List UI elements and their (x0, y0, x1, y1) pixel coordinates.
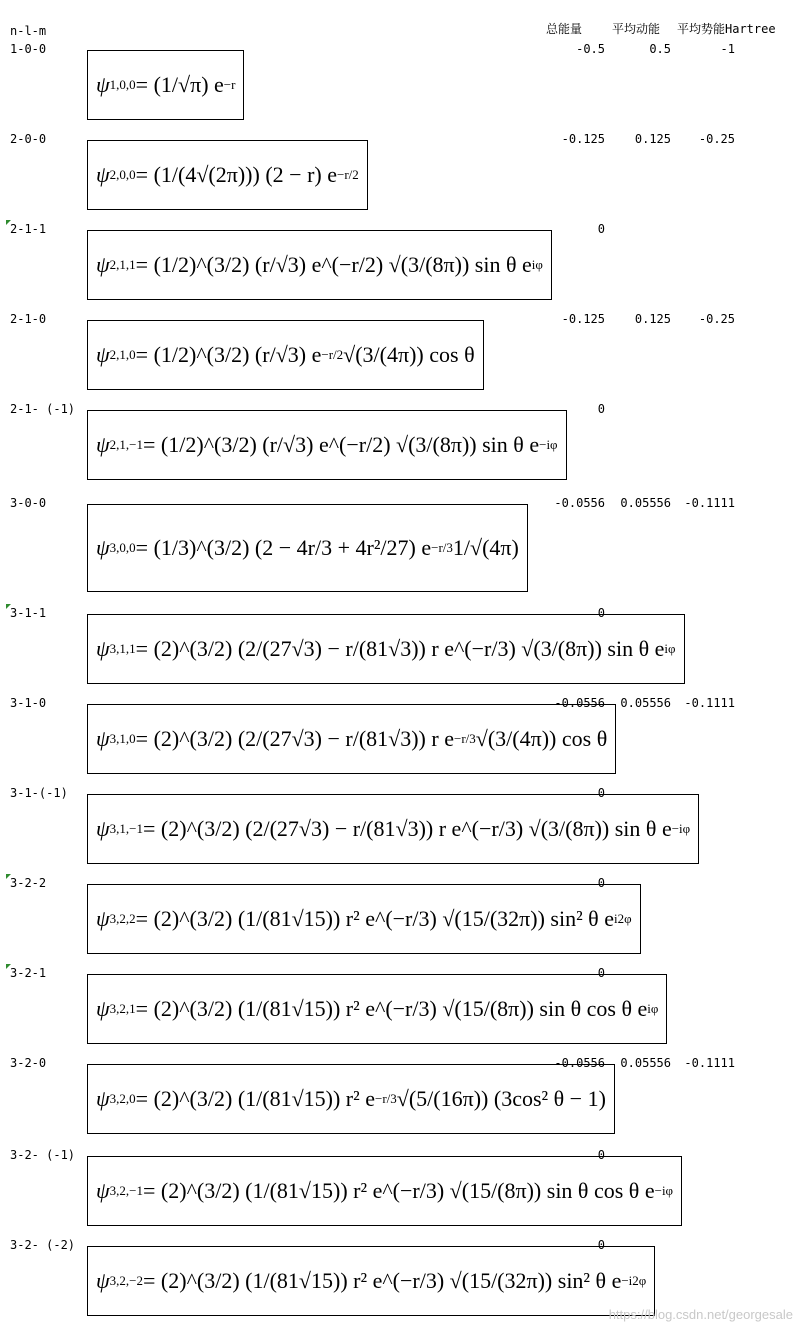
formula-body: = (1/2)^(3/2) (r/√3) e^(−r/2) √(3/(8π)) sin θ e (143, 432, 540, 457)
formula-tail: √(3/(4π)) cos θ (475, 726, 608, 751)
psi-symbol: ψ (96, 1268, 110, 1293)
formula-exponent: −iφ (539, 437, 558, 452)
avg-potential-value: -0.1111 (684, 496, 735, 510)
wavefunction-formula (87, 1246, 655, 1316)
total-energy-value: -0.125 (561, 312, 605, 326)
table-row (0, 786, 801, 862)
formula-tail: √(5/(16π)) (3cos² θ − 1) (396, 1086, 606, 1111)
table-row (0, 312, 801, 388)
wavefunction-formula (87, 140, 368, 210)
avg-kinetic-value: 0.125 (634, 312, 671, 326)
total-energy-value: 0 (597, 966, 605, 980)
formula-body: = (1/2)^(3/2) (r/√3) e^(−r/2) √(3/(8π)) sin θ e (135, 252, 532, 277)
formula-body: = (2)^(3/2) (2/(27√3) − r/(81√3)) r e (135, 726, 454, 751)
header-total-energy: 总能量 (546, 22, 583, 36)
formula-exponent: −i2φ (621, 1273, 647, 1288)
avg-kinetic-value: 0.05556 (620, 496, 671, 510)
wavefunction-formula (87, 320, 484, 390)
formula-body: = (1/√π) e (135, 72, 224, 97)
wavefunction-formula (87, 1064, 615, 1134)
quantum-numbers-label: 1-0-0 (10, 42, 47, 56)
formula-subscript: 1,0,0 (109, 77, 136, 92)
psi-symbol: ψ (96, 636, 110, 661)
formula-body: = (2)^(3/2) (1/(81√15)) r² e^(−r/3) √(15/(32π)) sin² θ e (143, 1268, 622, 1293)
table-row (0, 42, 801, 118)
formula-subscript: 3,2,2 (109, 911, 136, 926)
table-row (0, 222, 801, 298)
avg-potential-value: -1 (720, 42, 735, 56)
total-energy-value: 0 (597, 606, 605, 620)
formula-subscript: 3,0,0 (109, 540, 136, 555)
quantum-numbers-label: 2-1-0 (10, 312, 47, 326)
formula-body: = (1/2)^(3/2) (r/√3) e (135, 342, 322, 367)
formula-body: = (2)^(3/2) (2/(27√3) − r/(81√3)) r e^(−r/3) √(3/(8π)) sin θ e (135, 636, 665, 661)
avg-kinetic-value: 0.125 (634, 132, 671, 146)
formula-subscript: 2,1,−1 (109, 437, 144, 452)
header-nlm: n-l-m (10, 24, 47, 38)
avg-potential-value: -0.25 (698, 312, 735, 326)
total-energy-value: -0.0556 (554, 696, 605, 710)
formula-subscript: 3,1,0 (109, 731, 136, 746)
psi-symbol: ψ (96, 1086, 110, 1111)
table-row (0, 132, 801, 208)
formula-exponent: i2φ (614, 911, 632, 926)
formula-exponent: iφ (531, 257, 543, 272)
total-energy-value: 0 (597, 222, 605, 236)
table-row (0, 966, 801, 1042)
formula-subscript: 3,2,1 (109, 1001, 136, 1016)
formula-exponent: iφ (664, 641, 676, 656)
psi-symbol: ψ (96, 906, 110, 931)
formula-subscript: 3,1,1 (109, 641, 136, 656)
formula-exponent: −r/3 (453, 731, 476, 746)
formula-subscript: 2,1,0 (109, 347, 136, 362)
header-avg-kinetic: 平均动能 (612, 22, 661, 36)
formula-body: = (1/(4√(2π))) (2 − r) e (135, 162, 337, 187)
avg-potential-value: -0.25 (698, 132, 735, 146)
quantum-numbers-label: 3-1-1 (10, 606, 47, 620)
quantum-numbers-label: 2-0-0 (10, 132, 47, 146)
avg-kinetic-value: 0.05556 (620, 696, 671, 710)
formula-subscript: 3,2,−2 (109, 1273, 144, 1288)
total-energy-value: 0 (597, 1148, 605, 1162)
psi-symbol: ψ (96, 1178, 110, 1203)
formula-subscript: 2,1,1 (109, 257, 136, 272)
wavefunction-formula (87, 1156, 682, 1226)
formula-body: = (2)^(3/2) (1/(81√15)) r² e^(−r/3) √(15/(32π)) sin² θ e (135, 906, 614, 931)
avg-potential-value: -0.1111 (684, 696, 735, 710)
formula-subscript: 2,0,0 (109, 167, 136, 182)
quantum-numbers-label: 3-2-1 (10, 966, 47, 980)
total-energy-value: 0 (597, 402, 605, 416)
wavefunction-formula (87, 410, 567, 480)
formula-exponent: iφ (647, 1001, 659, 1016)
avg-potential-value: -0.1111 (684, 1056, 735, 1070)
avg-kinetic-value: 0.05556 (620, 1056, 671, 1070)
quantum-numbers-label: 3-2- (-2) (10, 1238, 76, 1252)
psi-symbol: ψ (96, 252, 110, 277)
wavefunction-formula (87, 974, 667, 1044)
formula-tail: √(3/(4π)) cos θ (343, 342, 475, 367)
total-energy-value: -0.5 (576, 42, 605, 56)
quantum-numbers-label: 3-2- (-1) (10, 1148, 76, 1162)
quantum-numbers-label: 2-1- (-1) (10, 402, 76, 416)
formula-exponent: −r/2 (336, 167, 359, 182)
total-energy-value: -0.125 (561, 132, 605, 146)
formula-exponent: −r/3 (375, 1091, 397, 1106)
table-row (0, 1148, 801, 1224)
table-row (0, 606, 801, 682)
wavefunction-formula (87, 614, 685, 684)
formula-subscript: 3,1,−1 (109, 821, 144, 836)
total-energy-value: 0 (597, 786, 605, 800)
formula-exponent: −r/3 (431, 540, 453, 555)
wavefunction-formula (87, 504, 528, 592)
wavefunction-formula (87, 230, 552, 300)
avg-kinetic-value: 0.5 (649, 42, 671, 56)
formula-exponent: −r/2 (321, 347, 344, 362)
wavefunction-formula (87, 50, 244, 120)
psi-symbol: ψ (96, 726, 110, 751)
formula-body: = (2)^(3/2) (1/(81√15)) r² e^(−r/3) √(15/(8π)) sin θ cos θ e (135, 996, 648, 1021)
table-row (0, 1238, 801, 1314)
psi-symbol: ψ (96, 162, 110, 187)
quantum-numbers-label: 3-2-2 (10, 876, 47, 890)
total-energy-value: -0.0556 (554, 496, 605, 510)
formula-exponent: −iφ (671, 821, 691, 836)
quantum-numbers-label: 3-1-(-1) (10, 786, 68, 800)
formula-body: = (2)^(3/2) (1/(81√15)) r² e^(−r/3) √(15/(8π)) sin θ cos θ e (143, 1178, 655, 1203)
psi-symbol: ψ (96, 816, 110, 841)
formula-subscript: 3,2,0 (109, 1091, 136, 1106)
psi-symbol: ψ (96, 342, 110, 367)
formula-tail: 1/√(4π) (452, 535, 519, 560)
quantum-numbers-label: 2-1-1 (10, 222, 47, 236)
quantum-numbers-label: 3-0-0 (10, 496, 47, 510)
total-energy-value: 0 (597, 876, 605, 890)
table-row (0, 1056, 801, 1132)
total-energy-value: 0 (597, 1238, 605, 1252)
wavefunction-formula (87, 884, 641, 954)
total-energy-value: -0.0556 (554, 1056, 605, 1070)
formula-subscript: 3,2,−1 (109, 1183, 144, 1198)
wavefunction-formula (87, 704, 616, 774)
formula-body: = (1/3)^(3/2) (2 − 4r/3 + 4r²/27) e (135, 535, 432, 560)
psi-symbol: ψ (96, 535, 110, 560)
formula-body: = (2)^(3/2) (2/(27√3) − r/(81√3)) r e^(−r/3) √(3/(8π)) sin θ e (143, 816, 672, 841)
table-row (0, 876, 801, 952)
quantum-numbers-label: 3-1-0 (10, 696, 47, 710)
formula-exponent: −iφ (654, 1183, 674, 1198)
formula-exponent: −r (223, 77, 236, 92)
table-row (0, 496, 801, 572)
quantum-numbers-label: 3-2-0 (10, 1056, 47, 1070)
psi-symbol: ψ (96, 996, 110, 1021)
watermark: https://blog.csdn.net/georgesale (608, 1307, 793, 1322)
table-row (0, 402, 801, 478)
wavefunction-formula (87, 794, 699, 864)
header-avg-potential: 平均势能Hartree (677, 22, 776, 36)
formula-body: = (2)^(3/2) (1/(81√15)) r² e (135, 1086, 375, 1111)
psi-symbol: ψ (96, 432, 110, 457)
table-row (0, 696, 801, 772)
psi-symbol: ψ (96, 72, 110, 97)
